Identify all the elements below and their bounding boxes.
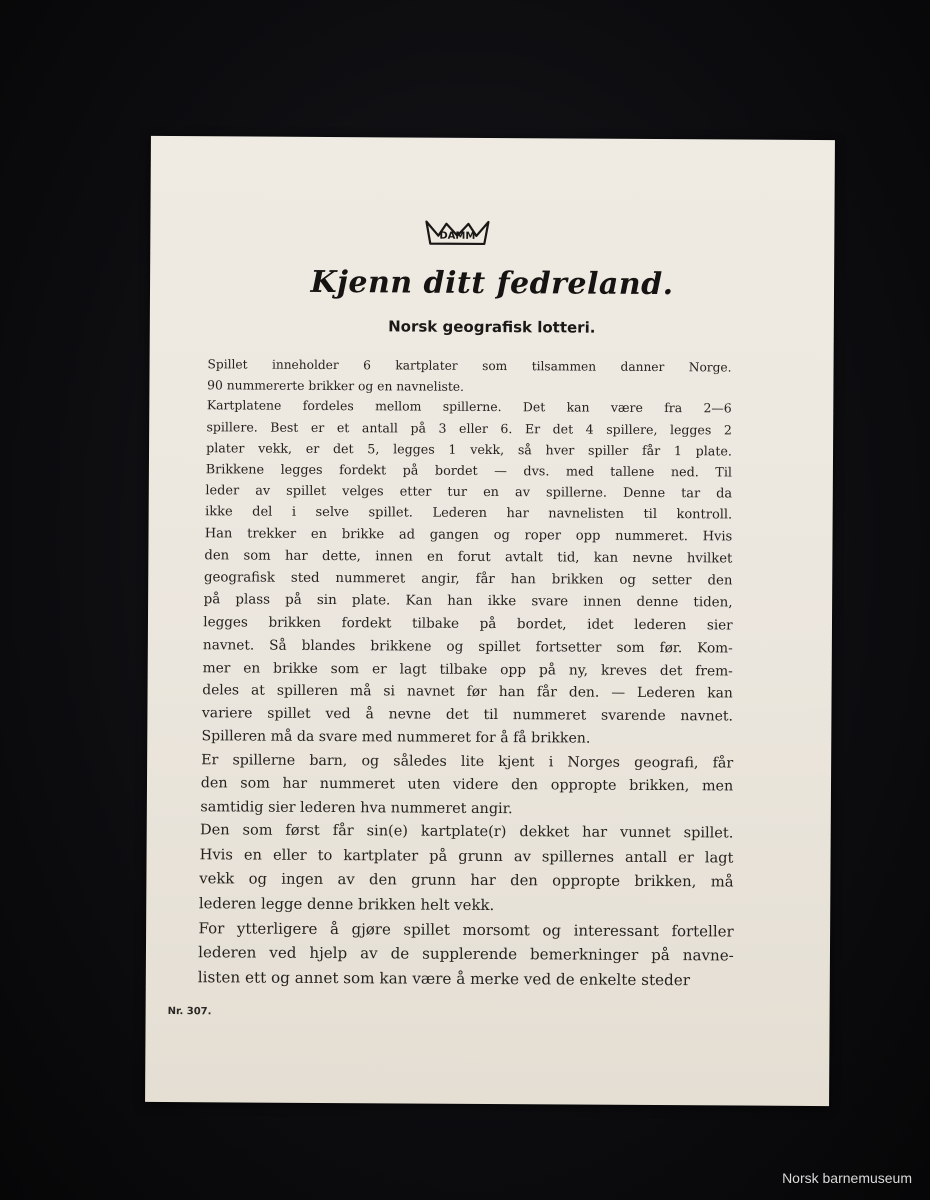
text-line: Spillet inneholder 6 kartplater som tilsammen danner Norge. <box>207 357 732 375</box>
text-line: ikke del i selve spillet. Lederen har navnelisten til kontroll. <box>205 504 733 523</box>
text-line: variere spillet ved å nevne det til nummeret svarende navnet. <box>201 705 734 725</box>
text-line: vekk og ingen av den grunn har den oppropte brikken, må <box>199 870 734 891</box>
text-line: For ytterligere å gjøre spillet morsomt og interessant forteller <box>198 918 734 941</box>
text-line: lederen legge denne brikken helt vekk. <box>198 894 495 915</box>
rules-text <box>197 354 735 993</box>
text-line: leder av spillet velges etter tur en av spillerne. Denne tar da <box>205 483 733 502</box>
text-line: på plass på sin plate. Kan han ikke svare innen denne tiden, <box>203 592 733 611</box>
text-line: den som har dette, innen en forut avtalt tid, kan nevne hvilket <box>204 548 733 567</box>
damm-crown-logo <box>422 216 492 250</box>
text-line: samtidig sier lederen hva nummeret angir. <box>200 798 513 817</box>
text-line: mer en brikke som er lagt tilbake opp på ny, kreves det frem- <box>202 659 733 680</box>
document-subtitle: Norsk geografisk lotteri. <box>388 317 596 337</box>
text-line: deles at spilleren må si navnet før han får den. — Lederen kan <box>202 682 733 702</box>
text-line: Er spillerne barn, og således lite kjent i Norges geografi, får <box>201 751 734 772</box>
text-line: lederen ved hjelp av de supplerende bemerkninger på navne- <box>198 943 734 965</box>
text-line: Brikkene legges fordekt på bordet — dvs. med tallene ned. Til <box>205 461 733 481</box>
text-line: den som har nummeret uten videre den oppropte brikken, men <box>200 775 734 795</box>
text-line: spillere. Best er et antall på 3 eller 6. Er det 4 spillere, legges 2 <box>206 419 732 438</box>
instruction-sheet <box>145 136 835 1106</box>
text-line: Den som først får sin(e) kartplate(r) dekket har vunnet spillet. <box>200 822 734 842</box>
text-line: navnet. Så blandes brikkene og spillet fortsetter som før. Kom- <box>202 637 733 657</box>
text-line: listen ett og annet som kan være å merke ved de enkelte steder <box>197 968 691 990</box>
text-line: geografisk sted nummeret angir, får han brikken og setter den <box>203 570 733 589</box>
text-line: Kartplatene fordeles mellom spillerne. Det kan være fra 2—6 <box>206 397 732 416</box>
museum-watermark: Norsk barnemuseum <box>782 1170 912 1186</box>
product-number: Nr. 307. <box>167 1006 212 1018</box>
text-line: Han trekker en brikke ad gangen og roper opp nummeret. Hvis <box>204 526 733 545</box>
text-line: Spilleren må da svare med nummeret for å få brikken. <box>201 728 591 747</box>
text-line: plater vekk, er det 5, legges 1 vekk, så hver spiller får 1 plate. <box>206 440 732 459</box>
text-line: 90 nummererte brikker og en navneliste. <box>207 377 465 394</box>
text-line: legges brikken fordekt tilbake på bordet, idet lederen sier <box>203 614 733 634</box>
document-title: Kjenn ditt fedreland. <box>310 264 674 303</box>
svg-text:DAMM: DAMM <box>439 230 476 242</box>
text-line: Hvis en eller to kartplater på grunn av spillernes antall er lagt <box>199 846 734 867</box>
